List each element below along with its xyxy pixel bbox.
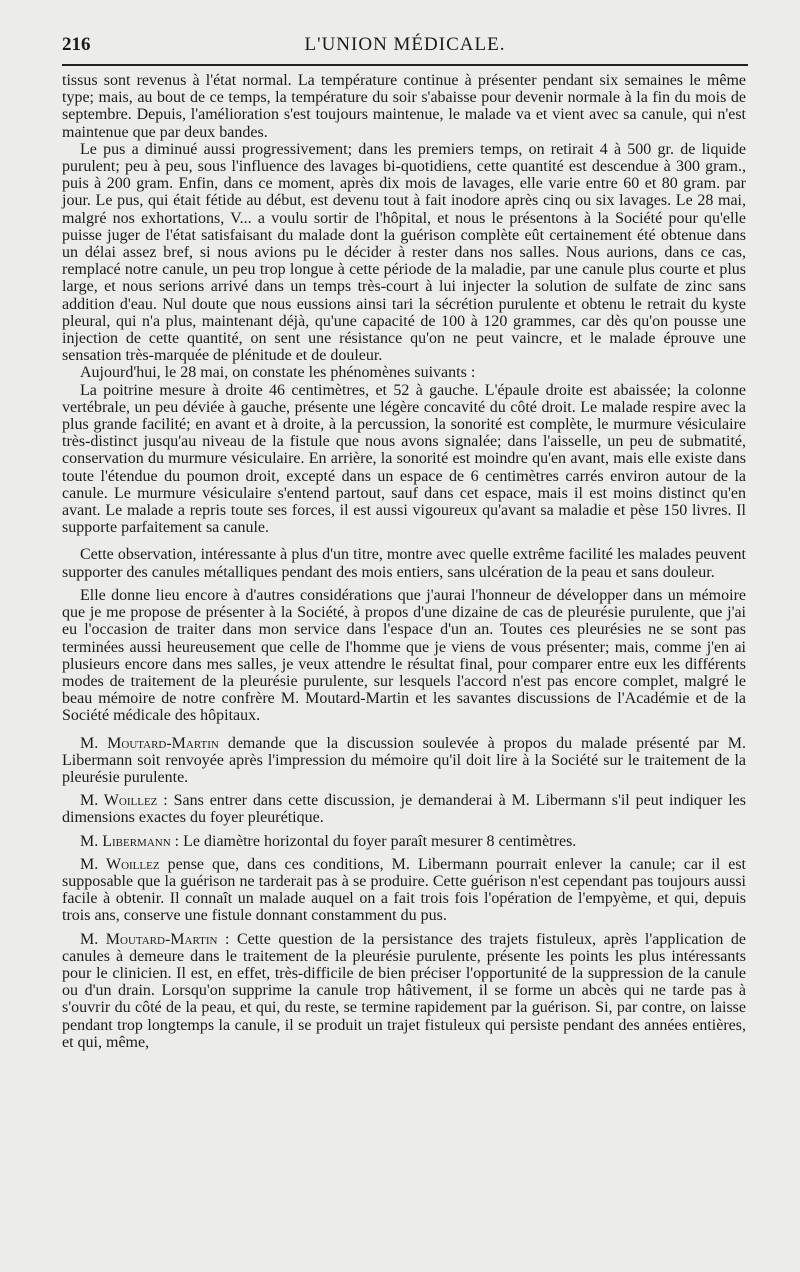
running-title: L'UNION MÉDICALE. xyxy=(304,34,506,55)
discussion-entry xyxy=(62,931,746,1051)
paragraph: Elle donne lieu encore à d'autres considérations que j'aurai l'honneur de développer dans un mémoire que je me propose de présenter à la Société, à propos d'une dizaine de cas de pleurésie purulente, que j'ai eu l'occasion de traiter dans mon service dans l'espace d'un an. Toutes ces pleurésies ne se sont pas terminées aussi heureusement que celle de l'homme que je viens de vous présenter; mais, comme j'en ai plusieurs encore dans mes salles, je veux attendre le résultat final, pour comparer entre eux les différents modes de traitement de la pleurésie purulente, sur lesquels l'accord n'est pas encore complet, malgré le beau mémoire de notre confrère M. Moutard-Martin et les savantes discussions de l'Académie et de la Société médicale des hôpitaux. xyxy=(62,586,746,725)
speaker-text: demande que la discussion soulevée à propos du malade présenté par M. Libermann soit renvoyée après l'impression du mémoire qu'il doit lire à la Société sur le traitement de la pleurésie purulente. xyxy=(62,734,747,786)
header-rule xyxy=(62,64,748,66)
speaker-name: M. Moutard-Martin : xyxy=(80,930,230,948)
speaker-name: M. Woillez : xyxy=(80,792,168,810)
speaker-text: Le diamètre horizontal du foyer paraît mesurer 8 centimètres. xyxy=(183,832,577,850)
speaker-text: Cette question de la persistance des trajets fistuleux, après l'application de canules à demeure dans le traitement de la pleurésie purulente, présente les points les plus intéressants pour le clinicien. Il est, en effet, très-difficile de bien préciser l'opportunité de la suppression de la canule ou d'un drain. Lorsqu'on supprime la canule trop hâtivement, il se forme un abcès qui ne tarde pas à s'ouvrir du côté de la peau, et qui, du reste, se termine rapidement par la guérison. Si, par contre, on laisse pendant trop longtemps la canule, il se produit un trajet fistuleux qui persiste pendant des années entières, et qui, même, xyxy=(62,930,746,1051)
discussion-entry xyxy=(62,833,746,850)
speaker-text: Sans entrer dans cette discussion, je demanderai à M. Libermann s'il peut indiquer les dimensions exactes du foyer pleurétique. xyxy=(62,792,747,827)
paragraph: tissus sont revenus à l'état normal. La température continue à présenter pendant six semaines le même type; mais, au bout de ce temps, la température du soir s'abaisse pour devenir normale à la fin du mois de septembre. Depuis, l'amélioration s'est toujours maintenue, le malade va et vient avec sa canule, qui n'est maintenue que par deux bandes. xyxy=(62,72,746,141)
speaker-name: M. Moutard-Martin xyxy=(80,734,219,752)
discussion-entry xyxy=(62,735,746,787)
discussion-entry xyxy=(62,792,746,826)
page-header xyxy=(62,34,748,62)
article-body xyxy=(62,72,746,1051)
discussion-entry xyxy=(62,856,746,925)
speaker-name: M. Woillez xyxy=(80,855,160,873)
page-number: 216 xyxy=(62,34,91,55)
paragraph: La poitrine mesure à droite 46 centimètres, et 52 à gauche. L'épaule droite est abaissée; la colonne vertébrale, un peu déviée à gauche, présente une légère concavité du côté droit. Le malade respire avec la plus grande facilité; en avant et à droite, à la percussion, la sonorité est complète, le murmure vésiculaire très-distinct jusqu'au niveau de la fistule que nous avons signalée; dans l'aisselle, un peu de submatité, conservation du murmure vésiculaire. En arrière, la sonorité est moindre qu'en avant, mais elle existe dans toute l'étendue du poumon droit, excepté dans un espace de 6 centimètres carrés environ autour de la canule. Le murmure vésiculaire s'entend partout, sauf dans cet espace, mais il est moins distinct qu'en avant. Le malade a repris toute ses forces, il est aussi vigoureux qu'avant sa maladie et pèse 150 livres. Il supporte parfaitement sa canule. xyxy=(62,381,746,537)
paragraph: Cette observation, intéressante à plus d'un titre, montre avec quelle extrême facilité les malades peuvent supporter des canules métalliques pendant des mois entiers, sans ulcération de la peau et sans douleur. xyxy=(62,546,746,581)
speaker-text: pense que, dans ces conditions, M. Libermann pourrait enlever la canule; car il est supposable que la guérison ne tarderait pas à se produire. Cette guérison n'est cependant pas toujours aussi facile à obtenir. Il connaît un malade auquel on a fait trois fois l'opération de l'empyème, et qui, depuis trois ans, conserve une fistule donnant constamment du pus. xyxy=(62,855,746,925)
paragraph: Le pus a diminué aussi progressivement; dans les premiers temps, on retirait 4 à 500 gr. de liquide purulent; peu à peu, sous l'influence des lavages bi-quotidiens, cette quantité est descendue à 300 gram., puis à 200 gram. Enfin, dans ce moment, après dix mois de lavages, elle varie entre 60 et 80 gram. par jour. Le pus, qui était fétide au début, est devenu tout à fait inodore après cinq ou six lavages. Le 28 mai, malgré nos exhortations, V... a voulu sortir de l'hôpital, et nous le présentons à la Société pour qu'elle puisse juger de l'état satisfaisant du malade dont la guérison complète eût certainement été obtenue dans un délai assez bref, si nous avions pu le décider à rester dans nos salles. Nous aurions, dans ce cas, remplacé notre canule, un peu trop longue à cette période de la maladie, par une canule plus courte et plus large, et nous serions arrivé dans un temps très-court à lui injecter la solution de sulfate de zinc sans addition d'eau. Nul doute que nous eussions ainsi tari la sécrétion purulente et obtenu le retrait du kyste pleural, qui n'a plus, maintenant déjà, qu'une capacité de 100 à 120 grammes, car dès qu'on pousse une injection de cette quantité, on sent une résistance qu'on ne peut vaincre, et le malade éprouve une sensation très-marquée de plénitude et de douleur. xyxy=(62,140,746,365)
speaker-name: M. Libermann : xyxy=(80,832,180,850)
paragraph: Aujourd'hui, le 28 mai, on constate les phénomènes suivants : xyxy=(80,364,476,382)
